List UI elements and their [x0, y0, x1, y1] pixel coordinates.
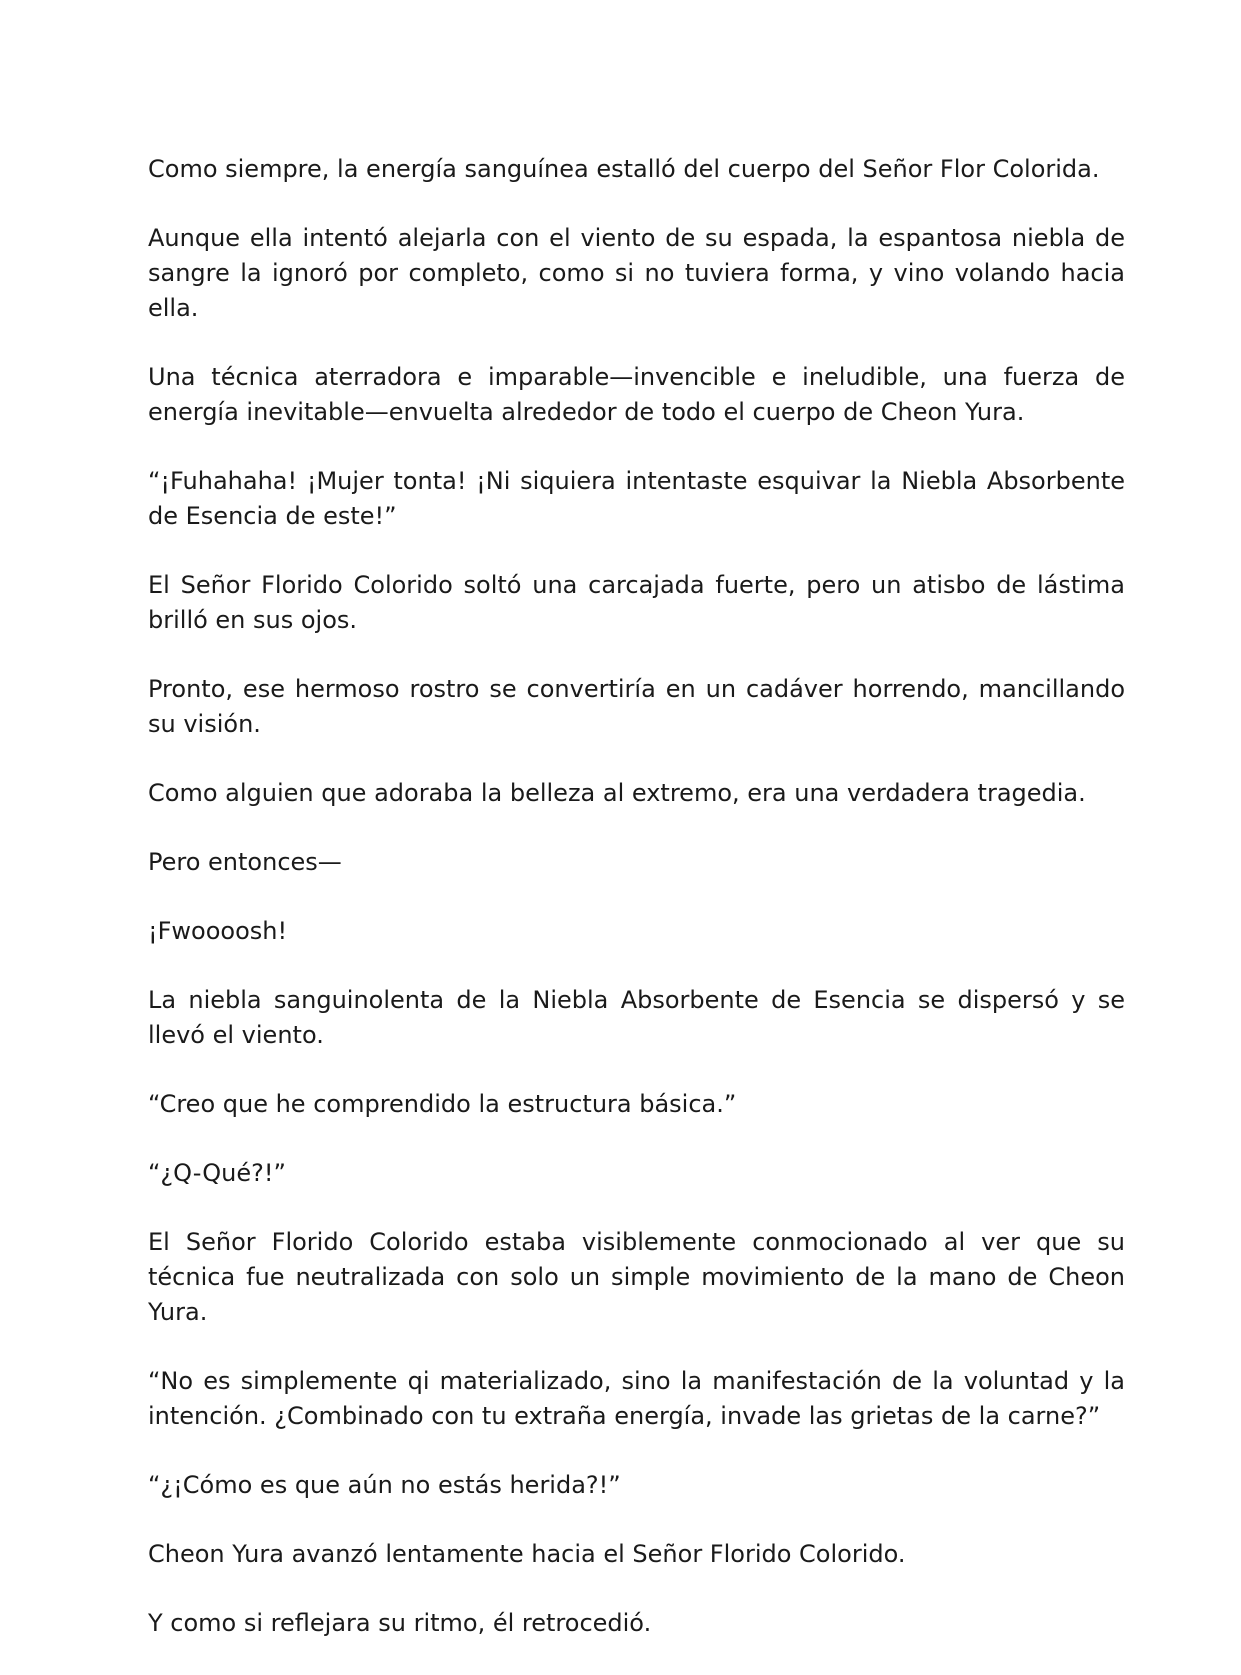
paragraph-2: Aunque ella intentó alejarla con el viento de su espada, la espantosa niebla de sangre la ignoró por completo, como si no tuviera forma, y vino volando hacia ella.	[148, 224, 1125, 322]
paragraph-1: Como siempre, la energía sanguínea estalló del cuerpo del Señor Flor Colorida.	[148, 155, 1100, 183]
paragraph-11: “Creo que he comprendido la estructura básica.”	[148, 1090, 737, 1118]
paragraph-15: “¿¡Cómo es que aún no estás herida?!”	[148, 1471, 621, 1499]
paragraph-12: “¿Q-Qué?!”	[148, 1159, 286, 1187]
paragraph-16: Cheon Yura avanzó lentamente hacia el Señor Florido Colorido.	[148, 1540, 906, 1568]
paragraph-6: Pronto, ese hermoso rostro se convertiría en un cadáver horrendo, mancillando su visión.	[148, 675, 1125, 738]
paragraph-4: “¡Fuhahaha! ¡Mujer tonta! ¡Ni siquiera intentaste esquivar la Niebla Absorbente de Esencia de este!”	[148, 467, 1125, 530]
paragraph-7: Como alguien que adoraba la belleza al extremo, era una verdadera tragedia.	[148, 779, 1086, 807]
paragraph-5: El Señor Florido Colorido soltó una carcajada fuerte, pero un atisbo de lástima brilló en sus ojos.	[148, 571, 1125, 634]
paragraph-14: “No es simplemente qi materializado, sino la manifestación de la voluntad y la intención. ¿Combinado con tu extraña energía, invade las grietas de la carne?”	[148, 1367, 1125, 1430]
paragraph-3: Una técnica aterradora e imparable—invencible e ineludible, una fuerza de energía inevitable—envuelta alrededor de todo el cuerpo de Cheon Yura.	[148, 363, 1125, 426]
paragraph-8: Pero entonces—	[148, 848, 342, 876]
paragraph-17: Y como si reflejara su ritmo, él retrocedió.	[148, 1609, 652, 1637]
document-body	[148, 152, 1125, 1675]
paragraph-13: El Señor Florido Colorido estaba visiblemente conmocionado al ver que su técnica fue neutralizada con solo un simple movimiento de la mano de Cheon Yura.	[148, 1228, 1125, 1326]
paragraph-9: ¡Fwoooosh!	[148, 917, 288, 945]
paragraph-10: La niebla sanguinolenta de la Niebla Absorbente de Esencia se dispersó y se llevó el viento.	[148, 986, 1125, 1049]
